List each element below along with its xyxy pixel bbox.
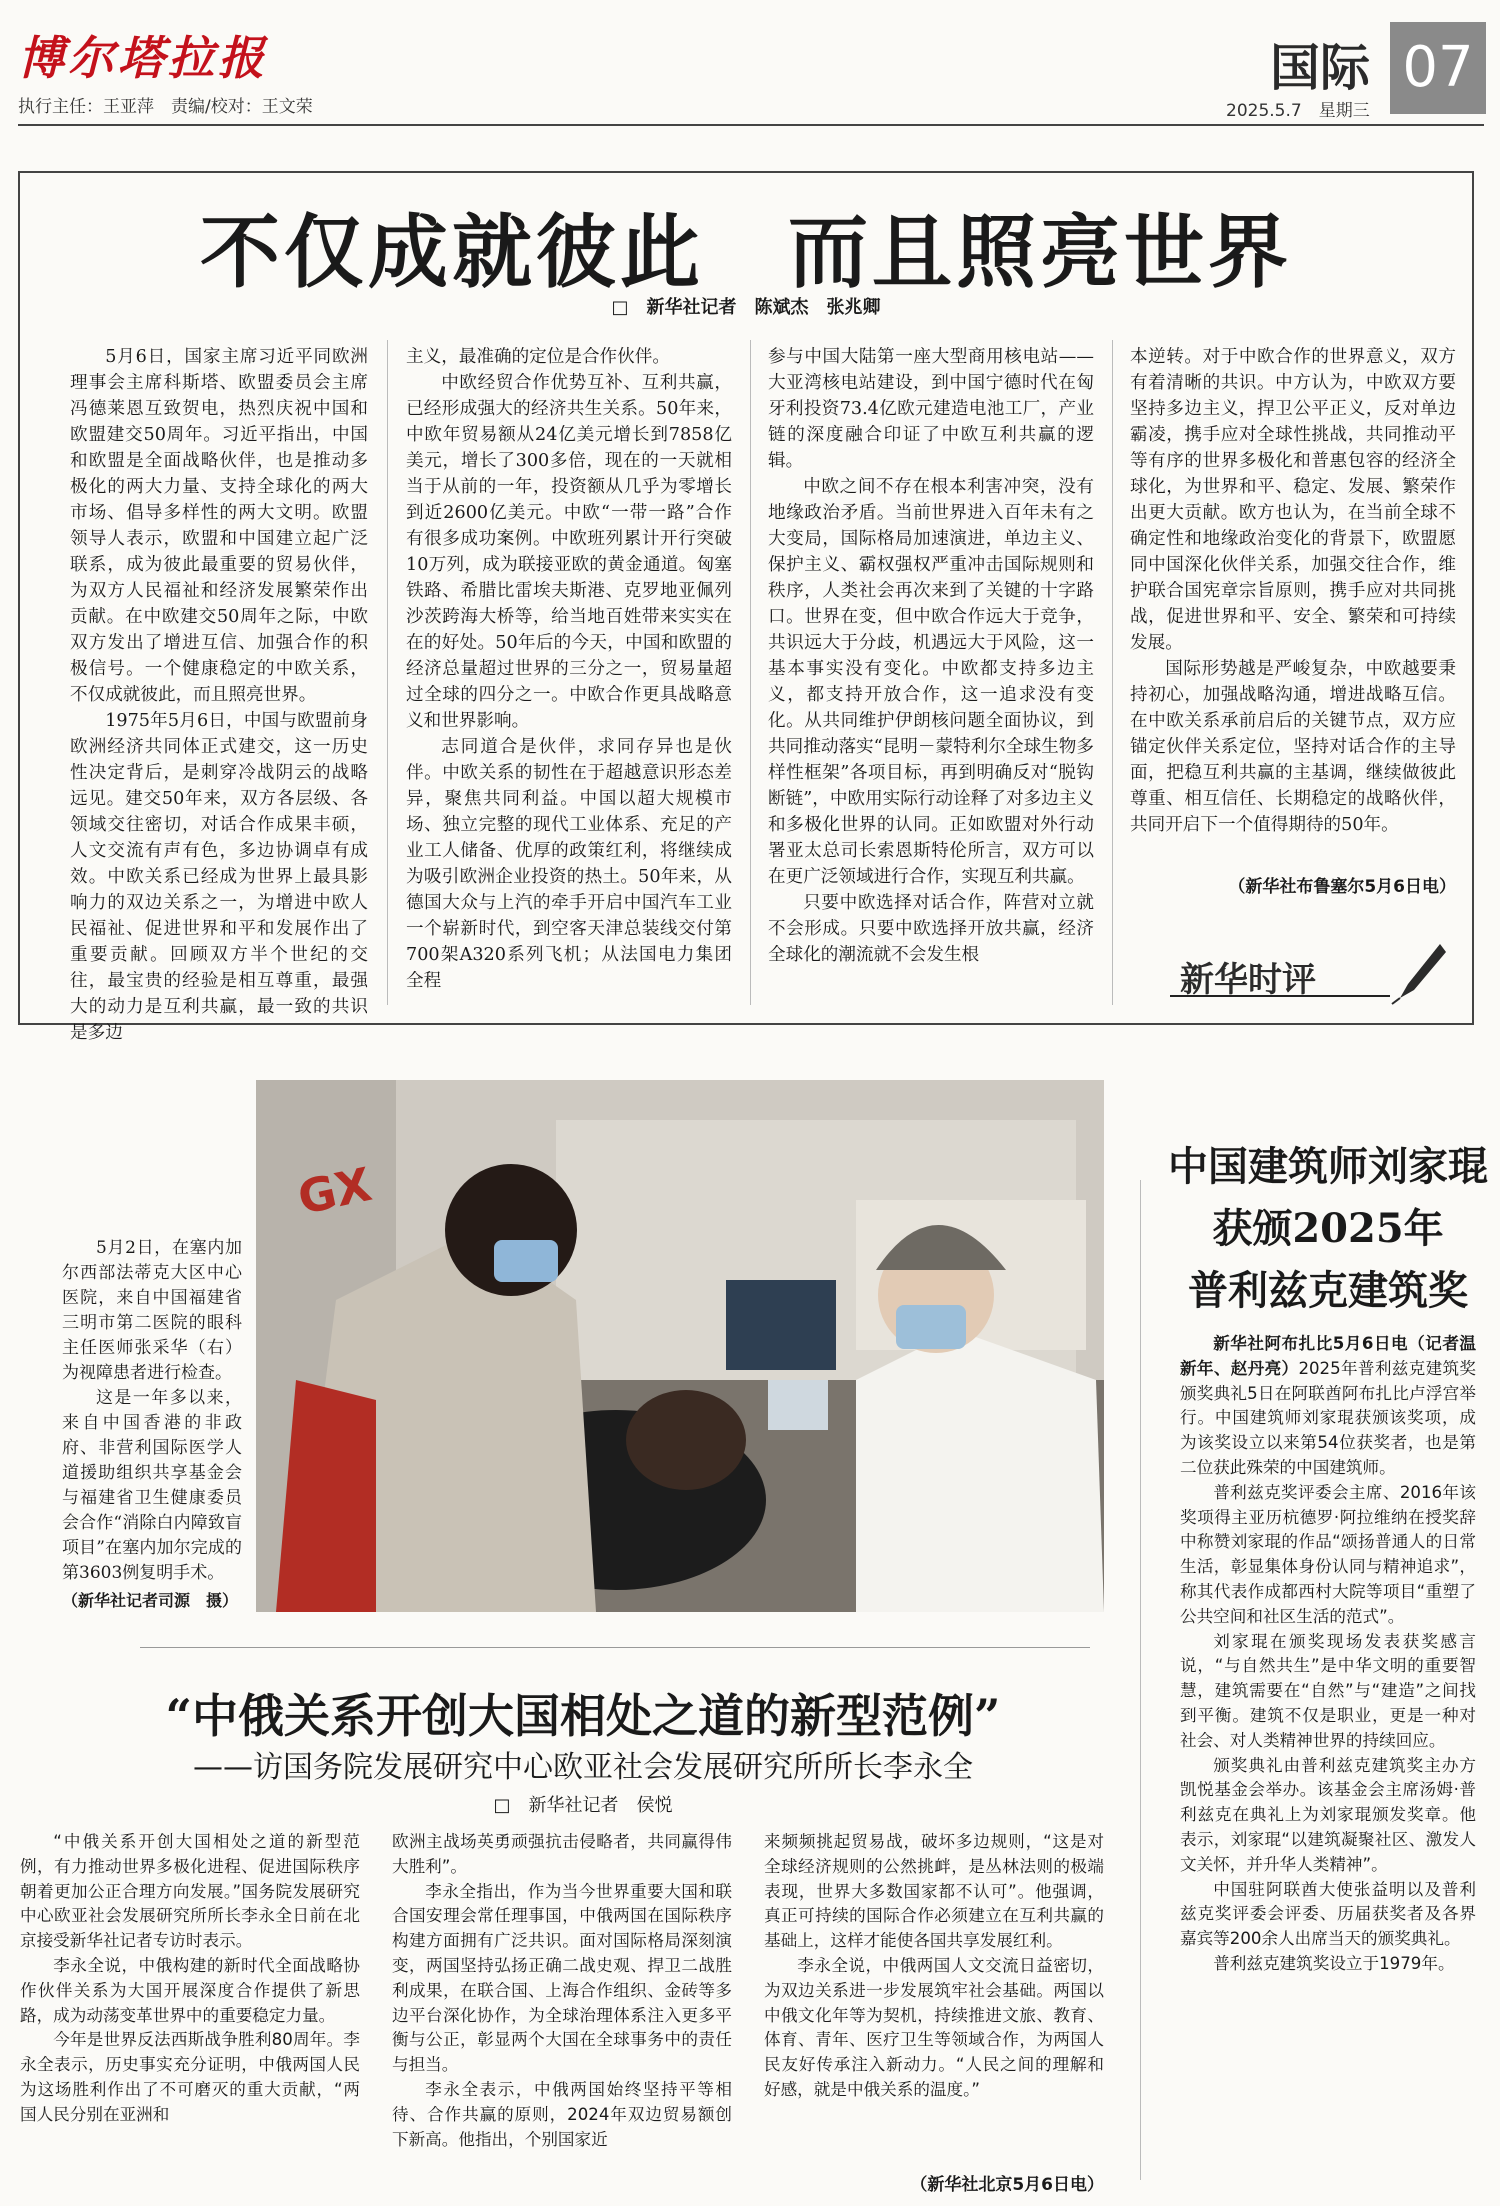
interview-headline: “中俄关系开创大国相处之道的新型范例” xyxy=(165,1689,1001,1743)
lead-byline: □ 新华社记者 陈斌杰 张兆卿 xyxy=(611,297,881,318)
paragraph: 李永全说，中俄两国人文交流日益密切，为双边关系进一步发展筑牢社会基础。两国以中俄文化年等为契机，持续推进文旅、教育、体育、青年、医疗卫生等领域合作，为两国人民友好传承注入新动力。“人民之间的理解和好感，就是中俄关系的温度。” xyxy=(764,1955,1104,2099)
photo-credit: （新华社记者司源 摄） xyxy=(62,1591,239,1610)
caption-paragraph: 这是一年多以来，来自中国香港的非政府、非营利国际医学人道援助组织共享基金会与福建省卫生健康委员会合作“消除白内障致盲项目”在塞内加尔完成的第3603例复明手术。 xyxy=(62,1388,242,1583)
side-dateline: 新华社阿布扎比5月6日电（记者温新年、赵丹亮） xyxy=(1180,1334,1476,1378)
lead-column-2 xyxy=(406,344,732,1004)
paragraph: 主义，最准确的定位是合作伙伴。 xyxy=(406,347,670,367)
issue-date: 2025.5.7 星期三 xyxy=(1226,101,1370,121)
paragraph: 普利兹克建筑奖设立于1979年。 xyxy=(1213,1953,1455,1973)
photo-illustration xyxy=(256,1080,1104,1612)
paragraph: 只要中欧选择对话合作，阵营对立就不会形成。只要中欧选择开放共赢，经济全球化的潮流就不会发生根 xyxy=(768,893,1094,965)
paragraph: 1975年5月6日，中国与欧盟前身欧洲经济共同体正式建交，这一历史性决定背后，是刺穿冷战阴云的战略远见。建交50年来，双方各层级、各领域交往密切，对话合作成果丰硕，人文交流有声有色，多边协调卓有成效。中欧关系已经成为世界上最具影响力的双边关系之一，为增进中欧人民福祉、促进世界和平和发展作出了重要贡献。回顾双方半个世纪的交往，最宝贵的经验是相互尊重，最强大的动力是互利共赢，最一致的共识是多边 xyxy=(70,711,368,1043)
paragraph: 中国驻阿联酋大使张益明以及普利兹克奖评委会评委、历届获奖者及各界嘉宾等200余人出席当天的颁奖典礼。 xyxy=(1180,1879,1476,1949)
vest-logo: GX xyxy=(293,1156,377,1226)
paragraph: 刘家琨在颁奖现场发表获奖感言说，“与自然共生”是中华文明的重要智慧，建筑需要在“自然”与“建造”之间找到平衡。建筑不仅是职业，更是一种对社会、对人类精神世界的持续回应。 xyxy=(1180,1631,1476,1750)
paragraph: 国际形势越是严峻复杂，中欧越要秉持初心，加强战略沟通，增进战略互信。在中欧关系承前启后的关键节点，双方应锚定伙伴关系定位，坚持对话合作的主导面，把稳互利共赢的主基调，继续做彼此尊重、相互信任、长期稳定的战略伙伴，共同开启下一个值得期待的50年。 xyxy=(1130,659,1456,835)
paragraph: 李永全指出，作为当今世界重要大国和联合国安理会常任理事国，中俄两国在国际秩序构建方面拥有广泛共识。面对国际格局深刻演变，两国坚持弘扬正确二战史观、捍卫二战胜利成果，在联合国、上海合作组织、金砖等多边平台深化协作，为全球治理体系注入更多平衡与公正，彰显两个大国在全球事务中的责任与担当。 xyxy=(392,1881,732,2075)
interview-column-2 xyxy=(392,1830,732,2200)
side-headline-line: 普利兹克建筑奖 xyxy=(1188,1267,1468,1314)
paragraph: 普利兹克奖评委会主席、2016年该奖项得主亚历杭德罗·阿拉维纳在授奖辞中称赞刘家琨的作品“颂扬普通人的日常生活，彰显集体身份认同与精神追求”，称其代表作成都西村大院等项目“重塑了公共空间和社区生活的范式”。 xyxy=(1180,1482,1476,1626)
side-headline-line: 获颁2025年 xyxy=(1212,1205,1444,1252)
paragraph: 欧洲主战场英勇顽强抗击侵略者，共同赢得伟大胜利”。 xyxy=(392,1832,732,1876)
photo-caption xyxy=(62,1236,242,1613)
section-title: 国际 xyxy=(1270,39,1370,97)
column-divider xyxy=(1112,340,1113,1005)
interview-dateline: （新华社北京5月6日电） xyxy=(910,2175,1104,2195)
paragraph: 参与中国大陆第一座大型商用核电站——大亚湾核电站建设，到中国宁德时代在匈牙利投资73.4亿欧元建造电池工厂，产业链的深度融合印证了中欧互利共赢的逻辑。 xyxy=(768,347,1094,471)
paragraph: 中欧经贸合作优势互补、互利共赢，已经形成强大的经济共生关系。50年来，中欧年贸易额从24亿美元增长到7858亿美元，增长了300多倍，现在的一天就相当于从前的一年，投资额从几乎为零增长到近2600亿美元。中欧“一带一路”合作有很多成功案例。中欧班列累计开行突破10万列，成为联接亚欧的黄金通道。匈塞铁路、希腊比雷埃夫斯港、克罗地亚佩列沙茨跨海大桥等，给当地百姓带来实实在在的好处。50年后的今天，中国和欧盟的经济总量超过世界的三分之一，贸易量超过全球的四分之一。中欧合作更具战略意义和世界影响。 xyxy=(406,373,732,731)
paragraph: 5月6日，国家主席习近平同欧洲理事会主席科斯塔、欧盟委员会主席冯德莱恩互致贺电，热烈庆祝中国和欧盟建交50周年。习近平指出，中国和欧盟是全面战略伙伴，也是推动多极化的两大力量、支持全球化的两大市场、倡导多样性的两大文明。欧盟领导人表示，欧盟和中国建立起广泛联系，成为彼此最重要的贸易伙伴，为双方人民福祉和经济发展繁荣作出贡献。在中欧建交50周年之际，中欧双方发出了增进互信、加强合作的积极信号。一个健康稳定的中欧关系，不仅成就彼此，而且照亮世界。 xyxy=(70,347,368,705)
side-headline xyxy=(1168,1136,1488,1322)
paragraph: 2025年普利兹克建筑奖颁奖典礼5日在阿联酋阿布扎比卢浮宫举行。中国建筑师刘家琨获颁该奖项，成为该奖设立以来第54位获奖者，也是第二位获此殊荣的中国建筑师。 xyxy=(1180,1358,1477,1477)
interview-column-3 xyxy=(764,1830,1104,2166)
paragraph: 本逆转。对于中欧合作的世界意义，双方有着清晰的共识。中方认为，中欧双方要坚持多边主义，捍卫公平正义，反对单边霸凌，携手应对全球性挑战，共同推动平等有序的世界多极化和普惠包容的经济全球化，为世界和平、稳定、发展、繁荣作出更大贡献。欧方也认为，在当前全球不确定性和地缘政治变化的背景下，欧盟愿同中国深化伙伴关系，加强交往合作，维护联合国宪章宗旨原则，携手应对共同挑战，促进世界和平、安全、繁荣和可持续发展。 xyxy=(1130,347,1456,653)
paragraph: 中欧之间不存在根本利害冲突，没有地缘政治矛盾。当前世界进入百年未有之大变局，国际格局加速演进，单边主义、保护主义、霸权强权严重冲击国际规则和秩序，人类社会再次来到了关键的十字路口。世界在变，但中欧合作远大于竞争，共识远大于分歧，机遇远大于风险，这一基本事实没有变化。中欧都支持多边主义，都支持开放合作，这一追求没有变化。从共同维护伊朗核问题全面协议，到共同推动落实“昆明－蒙特利尔全球生物多样性框架”各项目标，再到明确反对“脱钩断链”，中欧用实际行动诠释了对多边主义和多极化世界的认同。正如欧盟对外行动署亚太总司长索恩斯特伦所言，双方可以在更广泛领域进行合作，实现互利共赢。 xyxy=(768,477,1094,887)
lead-headline: 不仅成就彼此 而且照亮世界 xyxy=(200,205,1292,299)
lead-dateline: （新华社布鲁塞尔5月6日电） xyxy=(1228,877,1456,897)
lead-column-4 xyxy=(1130,344,1456,864)
paragraph: 志同道合是伙伴，求同存异也是伙伴。中欧关系的韧性在于超越意识形态差异，聚焦共同利益。中国以超大规模市场、独立完整的现代工业体系、充足的产业工人储备、优厚的政策红利，将继续成为吸引欧洲企业投资的热土。50年来，从德国大众与上汽的牵手开启中国汽车工业一个崭新时代，到空客天津总装线交付第700架A320系列飞机；从法国电力集团全程 xyxy=(406,737,732,991)
paragraph: “中俄关系开创大国相处之道的新型范例，有力推动世界多极化进程、促进国际秩序朝着更加公正合理方向发展。”国务院发展研究中心欧亚社会发展研究所所长李永全日前在北京接受新华社记者专访时表示。 xyxy=(20,1832,360,1951)
page-number: 07 xyxy=(1390,22,1486,114)
column-divider xyxy=(387,340,388,1005)
paragraph: 李永全说，中俄构建的新时代全面战略协作伙伴关系为大国开展深度合作提供了新思路，成为动荡变革世界中的重要稳定力量。 xyxy=(20,1955,360,2025)
newspaper-masthead: 博尔塔拉报 xyxy=(18,31,268,85)
editor-credits: 执行主任：王亚萍 责编/校对：王文荣 xyxy=(18,97,313,117)
paragraph: 颁奖典礼由普利兹克建筑奖主办方凯悦基金会举办。该基金会主席汤姆·普利兹克在典礼上为刘家琨颁发奖章。他表示，刘家琨“以建筑凝聚社区、激发人文关怀，并升华人类精神”。 xyxy=(1180,1755,1476,1874)
side-headline-line: 中国建筑师刘家琨 xyxy=(1168,1143,1488,1190)
fountain-pen-icon xyxy=(1388,940,1448,1006)
masthead-divider xyxy=(18,124,1484,126)
interview-byline: □ 新华社记者 侯悦 xyxy=(493,1795,673,1816)
lead-column-3 xyxy=(768,344,1094,1004)
paragraph: 李永全表示，中俄两国始终坚持平等相待、合作共赢的原则，2024年双边贸易额创下新高。他指出，个别国家近 xyxy=(392,2079,732,2149)
news-photo xyxy=(256,1080,1104,1612)
paragraph: 今年是世界反法西斯战争胜利80周年。李永全表示，历史事实充分证明，中俄两国人民为这场胜利作出了不可磨灭的重大贡献，“两国人民分别在亚洲和 xyxy=(20,2030,360,2124)
side-article-body xyxy=(1180,1332,1476,2192)
interview-column-1 xyxy=(20,1830,360,2200)
commentary-tag xyxy=(1160,940,1450,1006)
paragraph: 来频频挑起贸易战，破坏多边规则，“这是对全球经济规则的公然挑衅，是丛林法则的极端表现，世界大多数国家都不认可”。他强调，真正可持续的国际合作必须建立在互利共赢的基础上，这样才能使各国共享发展红利。 xyxy=(764,1832,1104,1951)
section-divider xyxy=(140,1647,1090,1648)
commentary-tag-label: 新华时评 xyxy=(1180,960,1316,1000)
caption-paragraph: 5月2日，在塞内加尔西部法蒂克大区中心医院，来自中国福建省三明市第二医院的眼科主任医师张采华（右）为视障患者进行检查。 xyxy=(62,1238,242,1383)
column-divider xyxy=(750,340,751,1005)
lead-column-1 xyxy=(70,344,368,1043)
interview-subheadline: ——访国务院发展研究中心欧亚社会发展研究所所长李永全 xyxy=(193,1750,973,1785)
